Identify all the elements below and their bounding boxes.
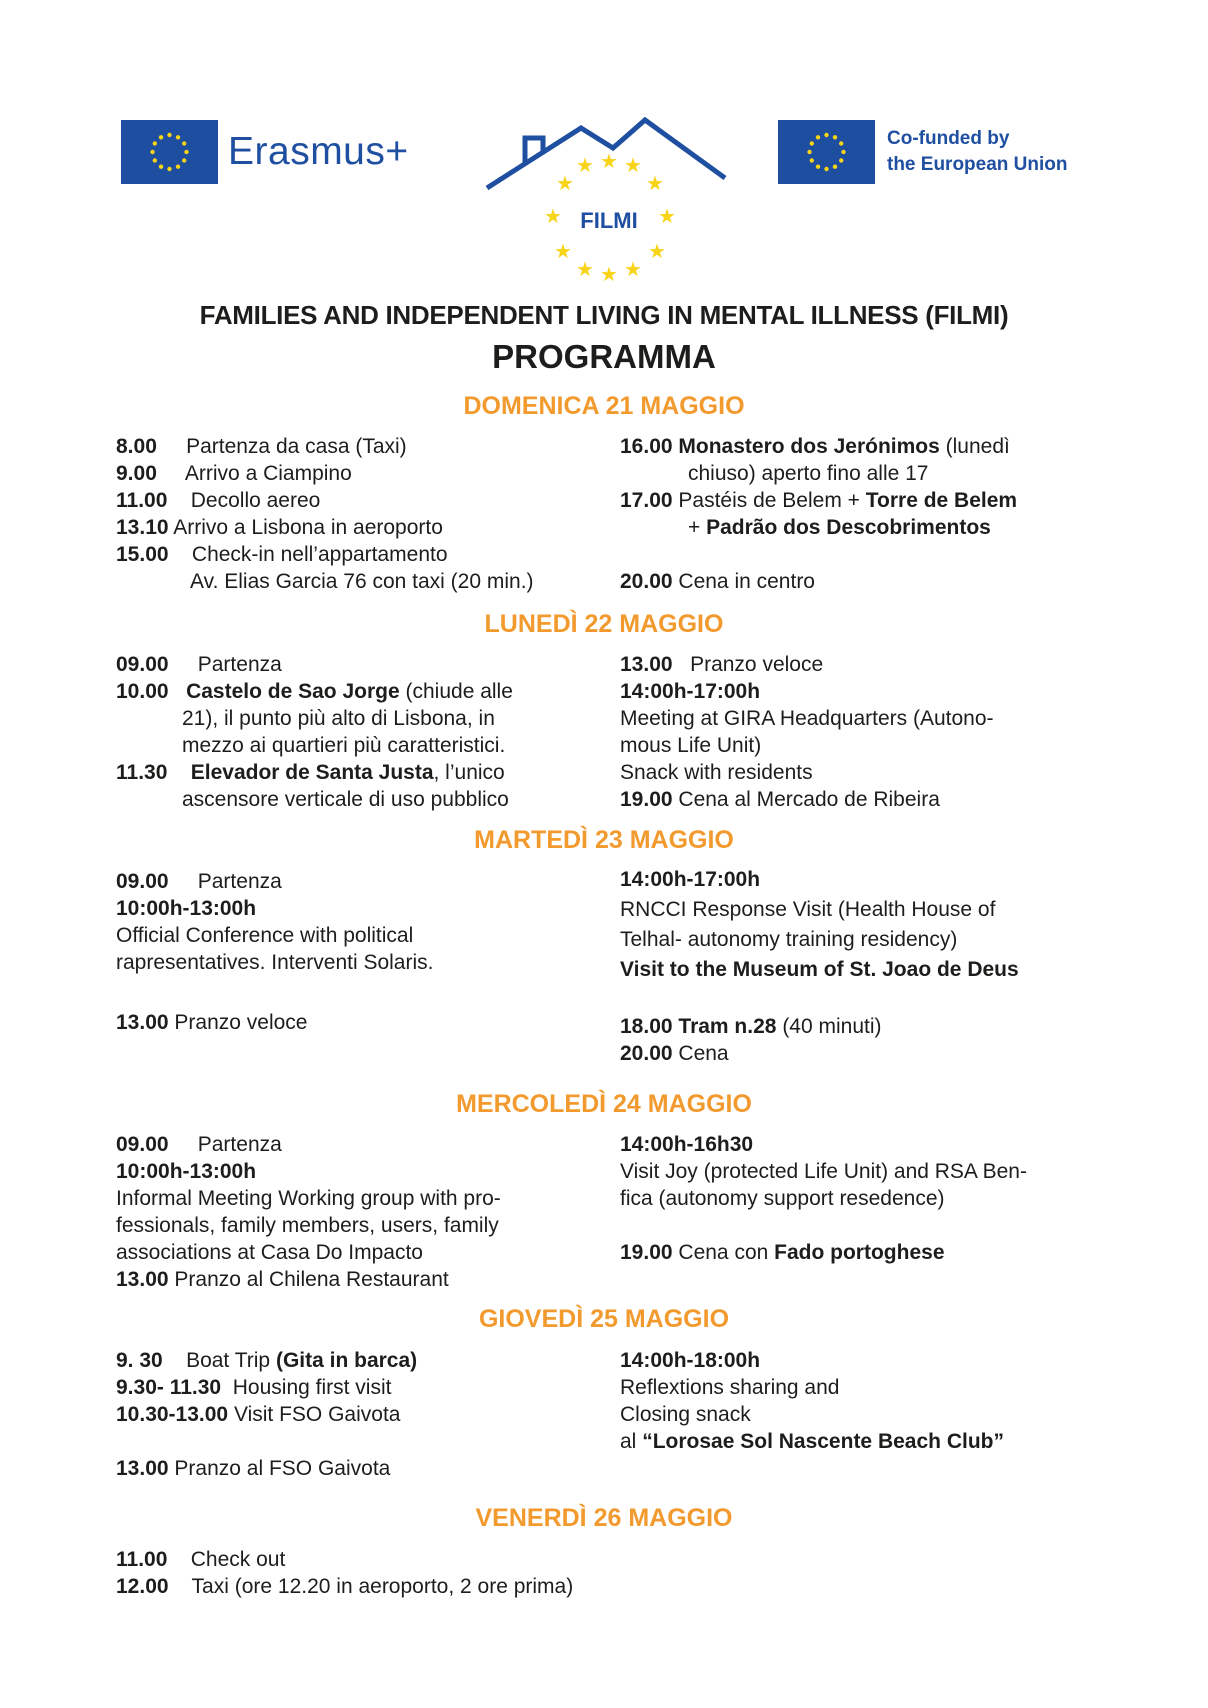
schedule-item: 09.00 Partenza bbox=[116, 653, 282, 676]
schedule-item: 9.30- 11.30 Housing first visit bbox=[116, 1376, 392, 1399]
day4-left-column bbox=[116, 1131, 616, 1293]
eu-flag-icon bbox=[778, 120, 875, 184]
schedule-item: 13.00 Pranzo veloce bbox=[116, 1011, 308, 1034]
schedule-item: 16.00 Monastero dos Jerónimos (lunedì bbox=[620, 435, 1010, 458]
svg-text:★: ★ bbox=[646, 171, 664, 195]
schedule-item-continued: chiuso) aperto fino alle 17 bbox=[688, 462, 929, 485]
schedule-item-continued: Telhal- autonomy training residency) bbox=[620, 928, 958, 951]
day4-right-column bbox=[620, 1131, 1120, 1266]
day1-right-column bbox=[620, 433, 1120, 595]
schedule-item-continued: mous Life Unit) bbox=[620, 734, 762, 757]
day-heading: MERCOLEDÌ 24 MAGGIO bbox=[456, 1090, 752, 1118]
day-heading: DOMENICA 21 MAGGIO bbox=[463, 392, 745, 420]
schedule-item: 10.30-13.00 Visit FSO Gaivota bbox=[116, 1403, 401, 1426]
svg-text:★: ★ bbox=[648, 239, 666, 263]
schedule-item: 9. 30 Boat Trip (Gita in barca) bbox=[116, 1349, 418, 1372]
schedule-item: 09.00 Partenza bbox=[116, 1133, 282, 1156]
day6-left-column bbox=[116, 1546, 616, 1600]
schedule-item-continued: Visit to the Museum of St. Joao de Deus bbox=[620, 958, 1019, 981]
cofunded-text bbox=[887, 126, 1068, 178]
day3-right-column bbox=[620, 865, 1120, 1067]
day2-left-column bbox=[116, 651, 616, 813]
schedule-item-continued: fica (autonomy support resedence) bbox=[620, 1187, 945, 1210]
cofunded-logo bbox=[778, 120, 1068, 184]
schedule-item-continued: ascensore verticale di uso pubblico bbox=[182, 788, 509, 811]
schedule-item-continued: Reflextions sharing and bbox=[620, 1376, 840, 1399]
svg-text:★: ★ bbox=[554, 239, 572, 263]
schedule-item-continued: Official Conference with political bbox=[116, 924, 414, 947]
schedule-item-continued: Visit Joy (protected Life Unit) and RSA Ben- bbox=[620, 1160, 1027, 1183]
schedule-item-continued: 21), il punto più alto di Lisbona, in bbox=[182, 707, 495, 730]
schedule-item-continued: + Padrão dos Descobrimentos bbox=[688, 516, 991, 539]
schedule-item: 14:00h-18:00h bbox=[620, 1349, 761, 1372]
day1-left-column bbox=[116, 433, 616, 595]
schedule-item: 10:00h-13:00h bbox=[116, 1160, 257, 1183]
svg-text:★: ★ bbox=[544, 204, 562, 228]
day-heading: GIOVEDÌ 25 MAGGIO bbox=[478, 1305, 730, 1333]
schedule-item: 19.00 Cena al Mercado de Ribeira bbox=[620, 788, 940, 811]
schedule-item: 10:00h-13:00h bbox=[116, 897, 257, 920]
schedule-item-continued: Informal Meeting Working group with pro- bbox=[116, 1187, 501, 1210]
schedule-item-continued: mezzo ai quartieri più caratteristici. bbox=[182, 734, 506, 757]
schedule-item: 8.00 Partenza da casa (Taxi) bbox=[116, 435, 407, 458]
schedule-item: 19.00 Cena con Fado portoghese bbox=[620, 1241, 945, 1264]
schedule-item: 09.00 Partenza bbox=[116, 870, 282, 893]
schedule-item-continued: Closing snack bbox=[620, 1403, 751, 1426]
schedule-item-continued: Snack with residents bbox=[620, 761, 813, 784]
svg-text:★: ★ bbox=[600, 262, 618, 286]
schedule-item: 14:00h-17:00h bbox=[620, 868, 761, 891]
day-heading: LUNEDÌ 22 MAGGIO bbox=[484, 610, 724, 638]
day5-right-column bbox=[620, 1347, 1120, 1455]
schedule-item: 11.00 Check out bbox=[116, 1548, 286, 1571]
schedule-item: 13.00 Pranzo al FSO Gaivota bbox=[116, 1457, 391, 1480]
schedule-item: 17.00 Pastéis de Belem + Torre de Belem bbox=[620, 489, 1018, 512]
day-heading: MARTEDÌ 23 MAGGIO bbox=[474, 826, 734, 854]
schedule-item: 20.00 Cena bbox=[620, 1042, 729, 1065]
svg-text:★: ★ bbox=[576, 257, 594, 281]
schedule-item-continued: Av. Elias Garcia 76 con taxi (20 min.) bbox=[190, 570, 534, 593]
erasmus-logo bbox=[121, 120, 409, 184]
eu-flag-icon bbox=[121, 120, 218, 184]
schedule-item-continued: rapresentatives. Interventi Solaris. bbox=[116, 951, 434, 974]
schedule-item: 13.10 Arrivo a Lisbona in aeroporto bbox=[116, 516, 443, 539]
day-heading: VENERDÌ 26 MAGGIO bbox=[475, 1504, 733, 1532]
day3-left-column bbox=[116, 868, 616, 1036]
document-subtitle: PROGRAMMA bbox=[492, 338, 716, 375]
schedule-item: 11.30 Elevador de Santa Justa, l’unico bbox=[116, 761, 505, 784]
document-title: FAMILIES AND INDEPENDENT LIVING IN MENTAL ILLNESS (FILMI) bbox=[199, 300, 1009, 330]
schedule-item: 18.00 Tram n.28 (40 minuti) bbox=[620, 1015, 882, 1038]
schedule-item: 9.00 Arrivo a Ciampino bbox=[116, 462, 352, 485]
filmi-text: FILMI bbox=[580, 208, 638, 233]
schedule-item: 13.00 Pranzo al Chilena Restaurant bbox=[116, 1268, 449, 1291]
schedule-item-continued: al “Lorosae Sol Nascente Beach Club” bbox=[620, 1430, 1004, 1453]
svg-text:★: ★ bbox=[600, 149, 618, 173]
schedule-item: 14:00h-16h30 bbox=[620, 1133, 754, 1156]
schedule-item: 11.00 Decollo aereo bbox=[116, 489, 321, 512]
schedule-item: 10.00 Castelo de Sao Jorge (chiude alle bbox=[116, 680, 513, 703]
svg-text:★: ★ bbox=[658, 204, 676, 228]
erasmus-wordmark: Erasmus+ bbox=[228, 130, 409, 173]
svg-text:★: ★ bbox=[624, 257, 642, 281]
svg-text:★: ★ bbox=[556, 171, 574, 195]
day5-left-column bbox=[116, 1347, 616, 1482]
schedule-item: 14:00h-17:00h bbox=[620, 680, 761, 703]
schedule-item: 12.00 Taxi (ore 12.20 in aeroporto, 2 ore prima) bbox=[116, 1575, 574, 1598]
schedule-item-continued: fessionals, family members, users, family bbox=[116, 1214, 499, 1237]
svg-text:★: ★ bbox=[576, 153, 594, 177]
cofund-line: Co-funded by bbox=[887, 128, 1010, 149]
day2-right-column bbox=[620, 651, 1120, 813]
schedule-item: 20.00 Cena in centro bbox=[620, 570, 815, 593]
schedule-item: 13.00 Pranzo veloce bbox=[620, 653, 824, 676]
cofund-line: the European Union bbox=[887, 154, 1068, 175]
schedule-item-continued: associations at Casa Do Impacto bbox=[116, 1241, 423, 1264]
schedule-item-continued: RNCCI Response Visit (Health House of bbox=[620, 898, 996, 921]
filmi-logo bbox=[485, 110, 741, 286]
schedule-item: 15.00 Check-in nell’appartamento bbox=[116, 543, 448, 566]
svg-text:★: ★ bbox=[624, 153, 642, 177]
schedule-item-continued: Meeting at GIRA Headquarters (Autono- bbox=[620, 707, 994, 730]
